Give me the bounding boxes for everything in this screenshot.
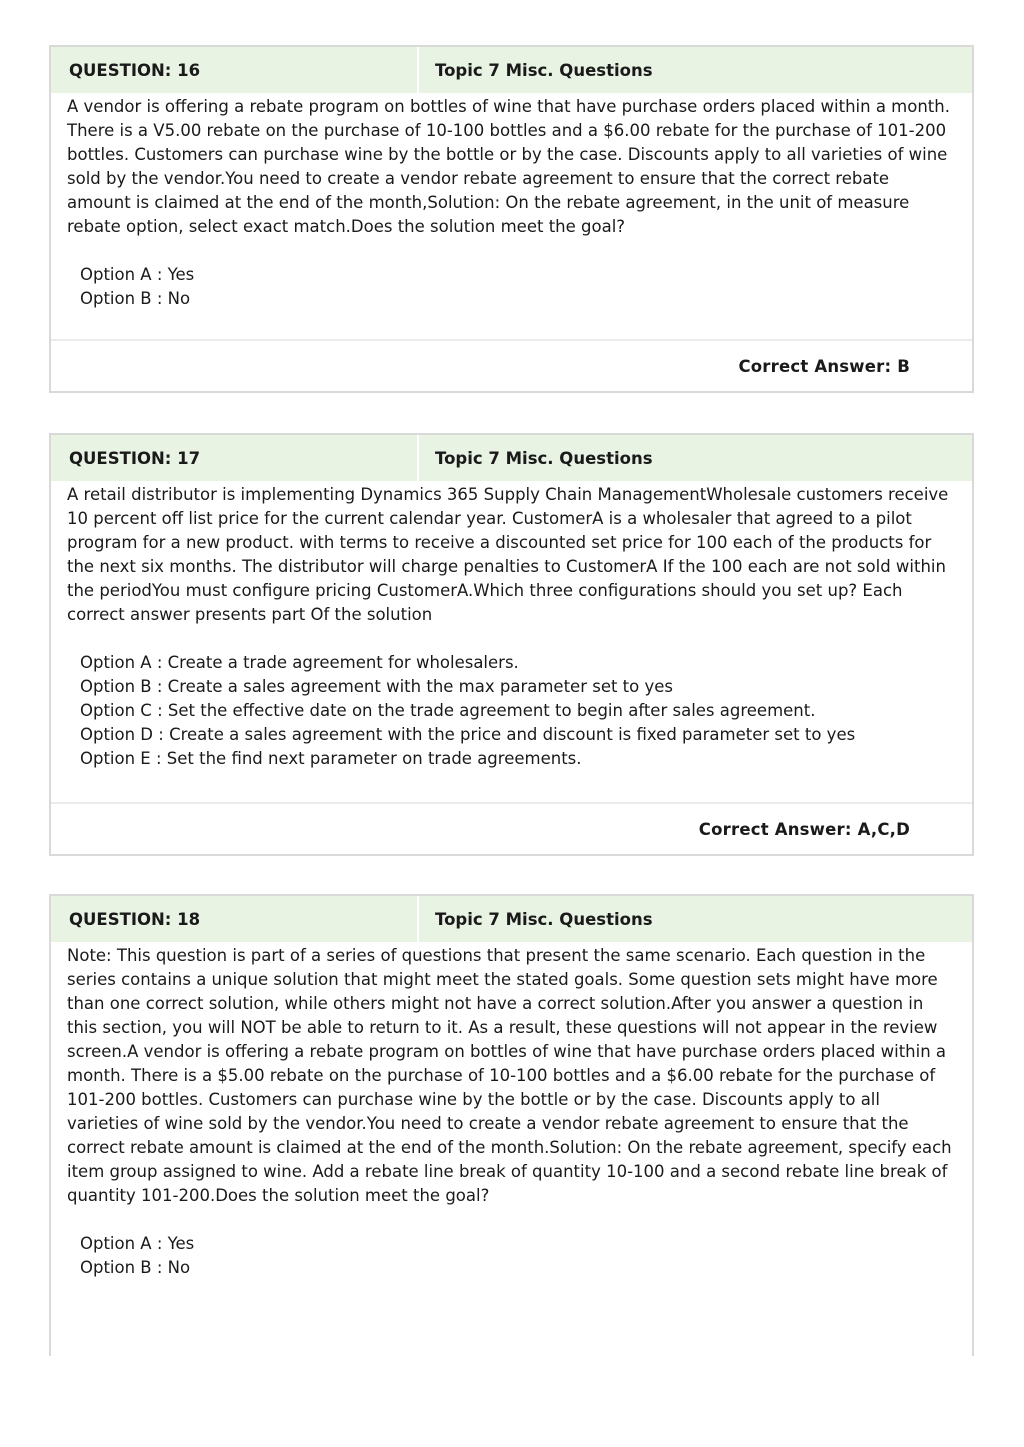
correct-answer-row — [51, 802, 972, 854]
question-topic: Topic 7 Misc. Questions — [435, 909, 653, 929]
question-text: Note: This question is part of a series of questions that present the same scenario. Each question in the series contains a unique solution that might meet the stated goals. Some question sets might have more than one correct solution, while others might not have a correct solution.After you answer a question in this section, you will NOT be able to return to it. As a result, these questions will not appear in the review screen.A vendor is offering a rebate program on bottles of wine that have purchase orders placed within a month. There is a $5.00 rebate on the purchase of 10-100 bottles and a $6.00 rebate for the purchase of 101-200 bottles. Customers can purchase wine by the bottle or by the case. Discounts apply to all varieties of wine sold by the vendor.You need to create a vendor rebate agreement to ensure that the correct rebate amount is claimed at the end of the month.Solution: On the rebate agreement, specify each item group assigned to wine. Add a rebate line break of quantity 10-100 and a second rebate line break of quantity 101-200.Does the solution meet the goal? — [67, 946, 952, 1205]
option-b: Option B : No — [80, 1258, 191, 1277]
options-list — [67, 263, 956, 311]
question-body — [51, 93, 972, 339]
option-a: Option A : Create a trade agreement for wholesalers. — [80, 653, 519, 672]
question-card-16 — [49, 45, 974, 393]
question-card-18 — [49, 894, 974, 1356]
option-c: Option C : Set the effective date on the trade agreement to begin after sales agreement. — [80, 701, 816, 720]
question-header — [51, 435, 972, 481]
question-number: QUESTION: 17 — [51, 435, 419, 481]
question-text: A vendor is offering a rebate program on bottles of wine that have purchase orders placed within a month. There is a V5.00 rebate on the purchase of 10-100 bottles and a $6.00 rebate for the purchase of 101-200 bottles. Customers can purchase wine by the bottle or by the case. Discounts apply to all varieties of wine sold by the vendor.You need to create a vendor rebate agreement to ensure that the correct rebate amount is claimed at the end of the month,Solution: On the rebate agreement, in the unit of measure rebate option, select exact match.Does the solution meet the goal? — [67, 97, 950, 236]
question-card-17 — [49, 433, 974, 856]
question-body — [51, 942, 972, 1280]
question-topic: Topic 7 Misc. Questions — [435, 448, 653, 468]
correct-answer: Correct Answer: B — [738, 356, 910, 376]
question-body — [51, 481, 972, 802]
option-b: Option B : Create a sales agreement with the max parameter set to yes — [80, 677, 674, 696]
question-text: A retail distributor is implementing Dynamics 365 Supply Chain ManagementWholesale customers receive 10 percent off list price for the current calendar year. CustomerA is a wholesaler that agreed to a pilot program for a new product. with terms to receive a discounted set price for 100 each of the products for the next six months. The distributor will charge penalties to CustomerA If the 100 each are not sold within the periodYou must configure pricing CustomerA.Which three configurations should you set up? Each correct answer presents part Of the solution — [67, 485, 949, 624]
option-a: Option A : Yes — [80, 265, 195, 284]
option-a: Option A : Yes — [80, 1234, 195, 1253]
question-number: QUESTION: 16 — [51, 47, 419, 93]
question-topic: Topic 7 Misc. Questions — [435, 60, 653, 80]
question-header — [51, 896, 972, 942]
option-d: Option D : Create a sales agreement with the price and discount is fixed parameter set to yes — [80, 725, 856, 744]
question-header — [51, 47, 972, 93]
option-b: Option B : No — [80, 289, 191, 308]
correct-answer: Correct Answer: A,C,D — [698, 819, 910, 839]
correct-answer-row — [51, 339, 972, 391]
question-number: QUESTION: 18 — [51, 896, 419, 942]
option-e: Option E : Set the find next parameter on trade agreements. — [80, 749, 582, 768]
options-list — [67, 1232, 956, 1280]
options-list — [67, 651, 956, 771]
